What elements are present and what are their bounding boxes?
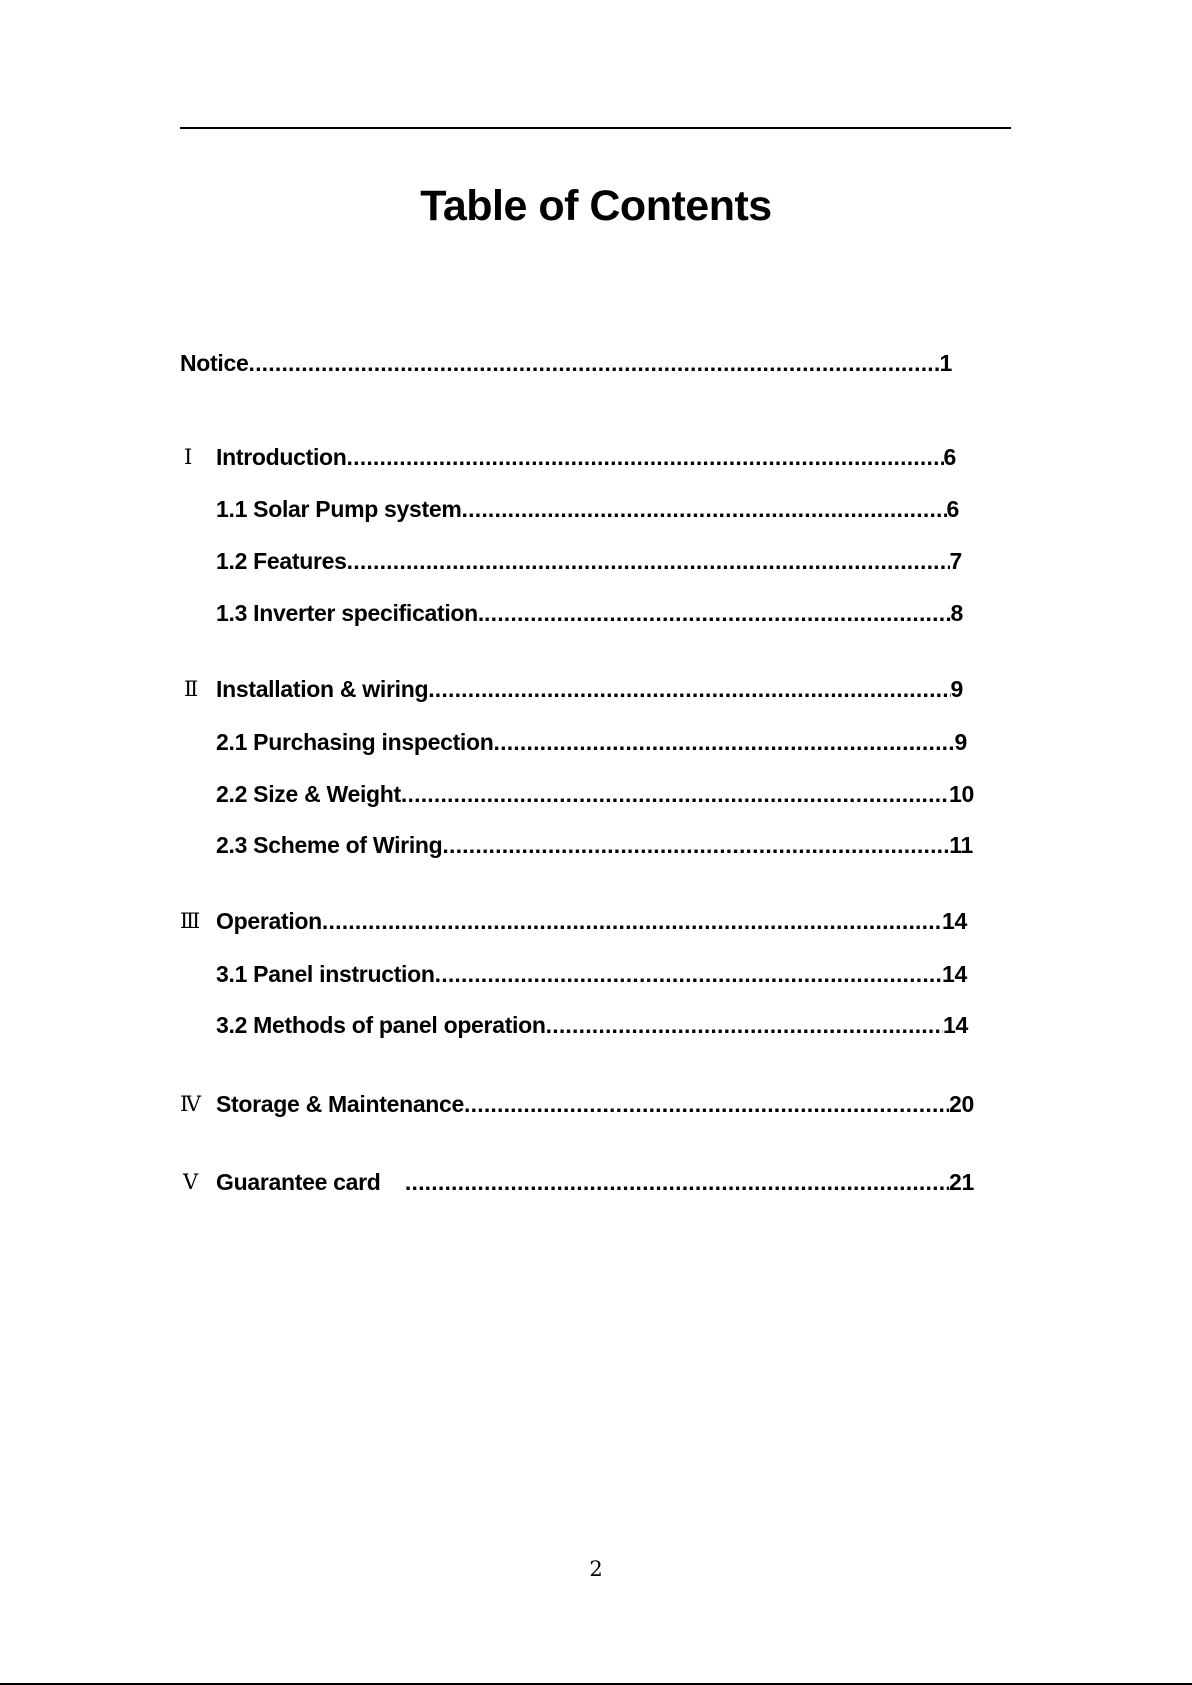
- toc-entry-page: 6: [946, 496, 959, 522]
- toc-entry-label: Storage & Maintenance: [216, 1091, 465, 1117]
- toc-entry-3-1[interactable]: [216, 959, 967, 989]
- toc-entry-label: Notice: [180, 350, 249, 376]
- toc-entry-page: 9: [950, 676, 963, 702]
- toc-entry-guarantee-card[interactable]: [216, 1167, 974, 1197]
- toc-entry-page: 7: [949, 548, 962, 574]
- dot-leader: [347, 546, 950, 576]
- toc-entry-page: 1: [939, 350, 952, 376]
- toc-entry-label: 1.3 Inverter specification.: [216, 600, 485, 626]
- dot-leader: [322, 906, 942, 936]
- page-title: Table of Contents: [420, 182, 772, 230]
- toc-entry-1-2[interactable]: [216, 546, 962, 576]
- toc-entry-1-3[interactable]: [216, 598, 963, 628]
- dot-leader: [494, 727, 955, 757]
- toc-entry-introduction[interactable]: [216, 442, 956, 472]
- toc-entry-label: Installation & wiring: [216, 676, 429, 702]
- dot-leader: [464, 1089, 949, 1119]
- toc-entry-label: 2.2 Size & Weight: [216, 781, 401, 807]
- section-numeral: Ⅴ: [183, 1170, 199, 1194]
- dot-leader: [249, 348, 940, 378]
- section-numeral: Ⅱ: [184, 677, 199, 701]
- dot-leader: [405, 1167, 949, 1197]
- toc-entry-page: 10: [949, 781, 974, 807]
- toc-entry-label: 2.1 Purchasing inspection: [216, 729, 494, 755]
- section-numeral: Ⅲ: [180, 909, 201, 933]
- dot-leader: [435, 959, 942, 989]
- toc-entry-storage-maintenance[interactable]: [216, 1089, 974, 1119]
- toc-entry-page: 6: [943, 444, 956, 470]
- toc-entry-page: 8: [950, 600, 963, 626]
- section-numeral: Ⅰ: [184, 445, 193, 469]
- toc-entry-label: Operation: [216, 908, 322, 934]
- dot-leader: [442, 830, 949, 860]
- toc-entry-installation-wiring[interactable]: [216, 674, 963, 704]
- dot-leader: [546, 1010, 943, 1040]
- toc-entry-2-2[interactable]: [216, 779, 974, 809]
- toc-entry-2-1[interactable]: [216, 727, 967, 757]
- toc-entry-label: 2.3 Scheme of Wiring: [216, 832, 443, 858]
- toc-entry-page: 14: [942, 961, 967, 987]
- dot-leader: [462, 494, 947, 524]
- toc-entry-label: Introduction: [216, 444, 347, 470]
- toc-entry-label: Guarantee card: [216, 1169, 405, 1195]
- toc-entry-page: 11: [949, 832, 973, 858]
- dot-leader: [484, 598, 950, 628]
- toc-entry-label: 1.2 Features: [216, 548, 347, 574]
- toc-entry-label: 1.1 Solar Pump system: [216, 496, 462, 522]
- dot-leader: [347, 442, 944, 472]
- toc-entry-page: 14: [942, 908, 967, 934]
- toc-entry-notice[interactable]: [180, 348, 952, 378]
- toc-entry-page: 14: [943, 1012, 968, 1038]
- toc-entry-page: 20: [949, 1091, 974, 1117]
- toc-entry-page: 9: [954, 729, 967, 755]
- dot-leader: [428, 674, 950, 704]
- section-numeral: Ⅳ: [180, 1092, 201, 1116]
- page-number: 2: [589, 1557, 603, 1581]
- dot-leader: [401, 779, 949, 809]
- toc-entry-label: 3.2 Methods of panel operation: [216, 1012, 546, 1038]
- toc-entry-1-1[interactable]: [216, 494, 959, 524]
- toc-entry-2-3[interactable]: [216, 830, 973, 860]
- toc-entry-page: 21: [949, 1169, 974, 1195]
- toc-entry-operation[interactable]: [216, 906, 967, 936]
- toc-entry-label: 3.1 Panel instruction: [216, 961, 435, 987]
- toc-entry-3-2[interactable]: [216, 1010, 968, 1040]
